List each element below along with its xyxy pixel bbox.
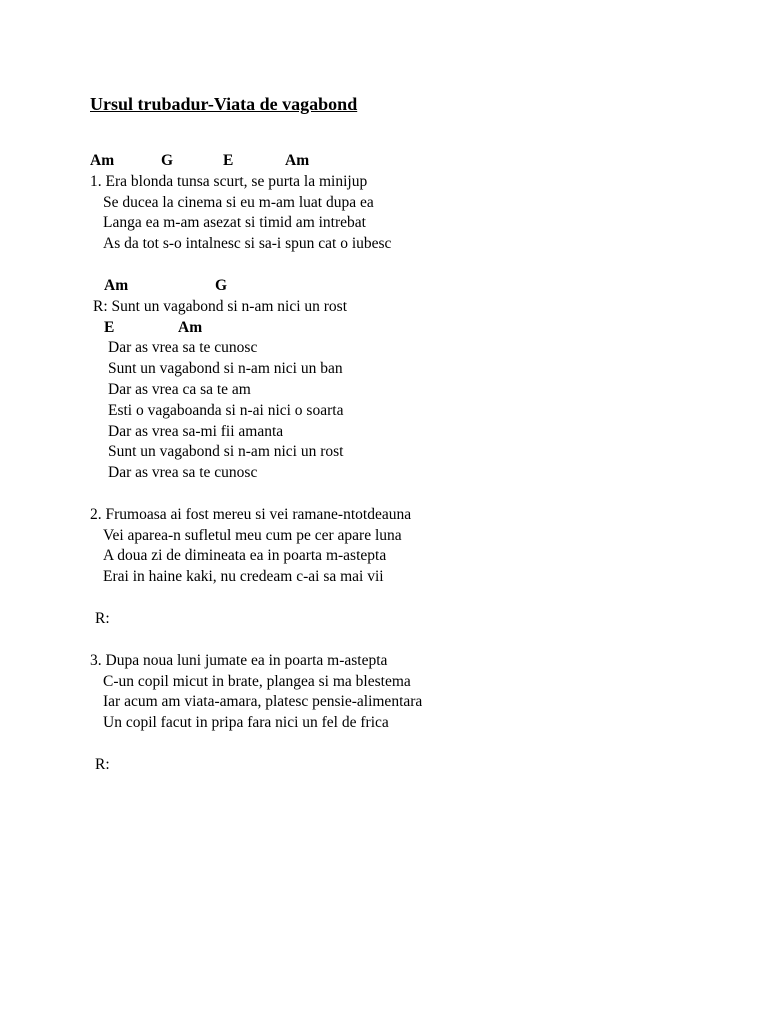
chord-label: E bbox=[104, 319, 115, 336]
lyric-line: 3. Dupa noua luni jumate ea in poarta m-astepta bbox=[90, 652, 388, 669]
lyric-line: Un copil facut in pripa fara nici un fel de frica bbox=[103, 714, 389, 731]
lyric-line: R: Sunt un vagabond si n-am nici un rost bbox=[93, 298, 348, 315]
lyric-line: C-un copil micut in brate, plangea si ma blestema bbox=[103, 673, 411, 690]
lyric-line: As da tot s-o intalnesc si sa-i spun cat o iubesc bbox=[103, 235, 392, 252]
lyric-line: Erai in haine kaki, nu credeam c-ai sa mai vii bbox=[103, 568, 384, 585]
lyric-line: Dar as vrea sa te cunosc bbox=[108, 339, 258, 356]
lyric-line: Se ducea la cinema si eu m-am luat dupa ea bbox=[103, 194, 374, 211]
chord-label: Am bbox=[285, 152, 310, 169]
chord-label: E bbox=[223, 152, 234, 169]
lyric-line: Dar as vrea sa-mi fii amanta bbox=[108, 423, 284, 440]
lyric-line: Dar as vrea sa te cunosc bbox=[108, 464, 258, 481]
chord-label: G bbox=[161, 152, 174, 169]
chord-label: Am bbox=[178, 319, 203, 336]
lyric-line: 1. Era blonda tunsa scurt, se purta la minijup bbox=[90, 173, 368, 190]
lyric-line: R: bbox=[95, 610, 110, 627]
lyric-line: Sunt un vagabond si n-am nici un rost bbox=[108, 443, 344, 460]
lyric-line: Iar acum am viata-amara, platesc pensie-alimentara bbox=[103, 693, 423, 710]
lyric-line: R: bbox=[95, 756, 110, 773]
lyric-line: A doua zi de dimineata ea in poarta m-astepta bbox=[103, 547, 387, 564]
lyric-line: Dar as vrea ca sa te am bbox=[108, 381, 251, 398]
lyric-line: Langa ea m-am asezat si timid am intrebat bbox=[103, 214, 366, 231]
lyric-line: Sunt un vagabond si n-am nici un ban bbox=[108, 360, 343, 377]
lyric-line: 2. Frumoasa ai fost mereu si vei ramane-ntotdeauna bbox=[90, 506, 412, 523]
chord-label: G bbox=[215, 277, 228, 294]
chord-label: Am bbox=[104, 277, 129, 294]
lyric-line: Vei aparea-n sufletul meu cum pe cer apare luna bbox=[103, 527, 402, 544]
chord-label: Am bbox=[90, 152, 115, 169]
lyric-line: Esti o vagaboanda si n-ai nici o soarta bbox=[108, 402, 344, 419]
song-title: Ursul trubadur-Viata de vagabond bbox=[90, 94, 358, 114]
